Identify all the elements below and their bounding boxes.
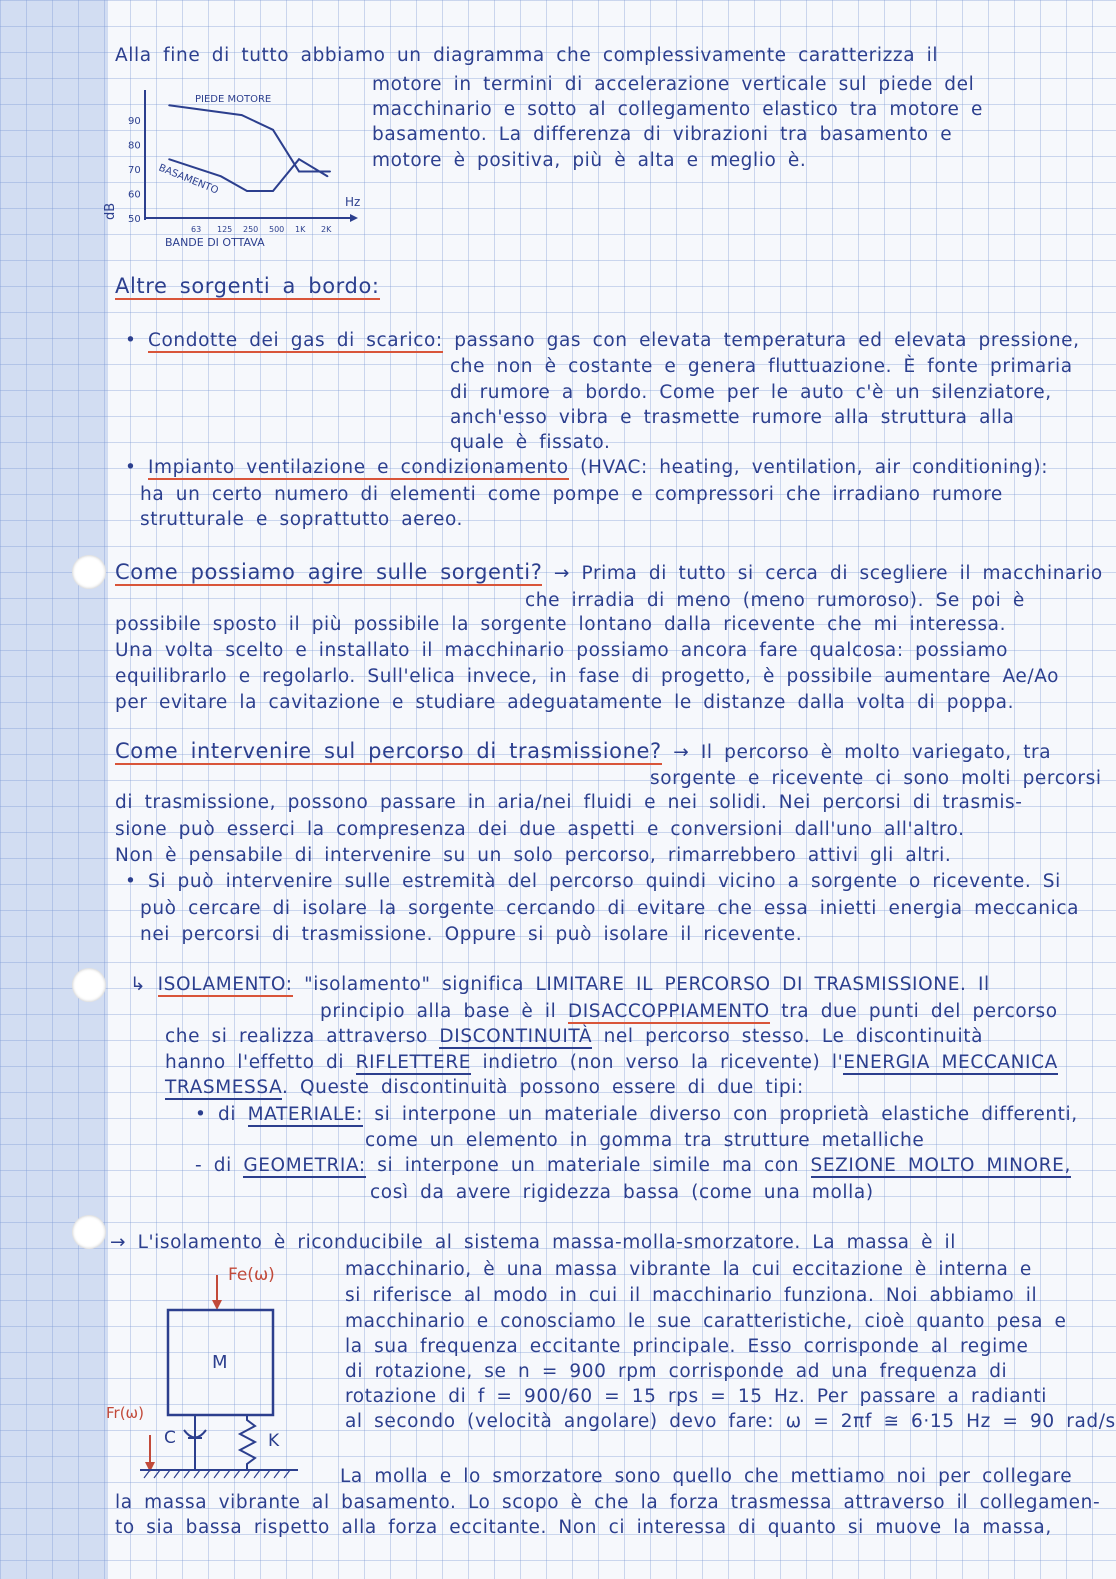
- text-segment: di rumore a bordo. Come per le auto c'è un silenziatore,: [450, 382, 1052, 403]
- text-segment: può cercare di isolare la sorgente cercando di evitare che essa inietti energia meccanica: [140, 898, 1080, 919]
- text-line: [650, 768, 1102, 790]
- text-segment: Una volta scelto e installato il macchinario possiamo ancora fare qualcosa: possiamo: [115, 640, 1009, 661]
- x-tick-label: 63: [191, 225, 202, 234]
- text-segment: • Si può intervenire sulle estremità del percorso quindi vicino a sorgente o ricevente. Si: [125, 871, 1061, 892]
- text-line: [365, 1130, 924, 1152]
- data-point: [329, 171, 331, 173]
- x-tick-label: 250: [243, 225, 259, 234]
- text-segment: che non è costante e genera fluttuazione. È fonte primaria: [450, 356, 1073, 377]
- data-point: [168, 158, 170, 160]
- axis-arrow-icon: [350, 214, 358, 222]
- text-segment: la massa vibrante al basamento. Lo scopo è che la forza trasmessa attraverso il collegamen-: [115, 1492, 1101, 1513]
- text-line: [115, 275, 380, 299]
- text-segment: hanno l'effetto di: [165, 1052, 356, 1073]
- text-segment: tra due punti del percorso: [769, 1001, 1058, 1022]
- underlined-text: ISOLAMENTO:: [157, 974, 293, 995]
- series-label: BASAMENTO: [156, 162, 220, 197]
- text-line: [195, 1104, 1078, 1126]
- underlined-text: MATERIALE:: [247, 1104, 363, 1125]
- text-line: [140, 898, 1079, 920]
- mass-label: M: [212, 1352, 228, 1373]
- text-line: [130, 974, 990, 996]
- damper-label: C: [164, 1428, 176, 1448]
- text-line: [165, 1052, 1058, 1074]
- data-point: [298, 171, 300, 173]
- text-line: [115, 666, 1059, 688]
- vibration-chart: [100, 70, 370, 255]
- text-line: [372, 124, 952, 146]
- mass-spring-damper-diagram: [100, 1240, 340, 1480]
- y-tick-label: 60: [128, 189, 141, 201]
- text-line: [450, 407, 1014, 429]
- text-segment: • di: [195, 1104, 248, 1125]
- spring-icon: [240, 1415, 255, 1470]
- underlined-text: Come intervenire sul percorso di trasmissione?: [115, 739, 662, 763]
- series-line: [169, 105, 330, 171]
- text-segment: → Prima di tutto si cerca di scegliere il macchinario: [542, 563, 1103, 584]
- text-line: [140, 484, 1003, 506]
- text-line: [140, 924, 802, 946]
- spring-label: K: [268, 1431, 280, 1451]
- text-segment: - di: [195, 1155, 244, 1176]
- text-line: [345, 1311, 1067, 1333]
- y-tick-label: 70: [128, 165, 141, 176]
- punch-hole: [72, 968, 106, 1002]
- text-segment: Alla fine di tutto abbiamo un diagramma che complessivamente caratterizza il: [115, 45, 939, 66]
- underlined-text: GEOMETRIA:: [243, 1155, 366, 1176]
- series-label: PIEDE MOTORE: [195, 94, 272, 105]
- text-segment: di trasmissione, possono passare in aria/nei fluidi e nei solidi. Nei percorsi di trasmis-: [115, 792, 1023, 813]
- text-segment: macchinario e conosciamo le sue caratteristiche, cioè quanto pesa e: [345, 1311, 1067, 1332]
- y-tick-label: 50: [128, 214, 141, 225]
- text-segment: . Queste discontinuità possono essere di due tipi:: [282, 1077, 804, 1098]
- text-line: [345, 1285, 1037, 1307]
- text-segment: sorgente e ricevente ci sono molti percorsi: [650, 768, 1102, 789]
- x-tick-label: 1K: [295, 225, 306, 234]
- text-segment: passano gas con elevata temperatura ed elevata pressione,: [442, 330, 1080, 351]
- text-segment: come un elemento in gomma tra strutture metalliche: [365, 1130, 925, 1151]
- y-tick-label: 80: [128, 140, 141, 152]
- text-segment: macchinario, è una massa vibrante la cui eccitazione è interna e: [345, 1259, 1032, 1280]
- text-line: [372, 74, 974, 96]
- force-transmitted-label: Fr(ω): [106, 1404, 144, 1422]
- text-segment: → L'isolamento è riconducibile al sistema massa-molla-smorzatore. La massa è il: [110, 1232, 957, 1253]
- text-segment: basamento. La differenza di vibrazioni tra basamento e: [372, 124, 953, 145]
- text-line: [115, 614, 1006, 636]
- data-point: [327, 176, 329, 178]
- arrow-head-icon: [212, 1300, 222, 1310]
- text-line: [115, 819, 965, 841]
- text-segment: (HVAC: heating, ventilation, air conditioning):: [568, 457, 1049, 478]
- text-segment: La molla e lo smorzatore sono quello che mettiamo noi per collegare: [340, 1466, 1073, 1487]
- text-line: [195, 1155, 1071, 1177]
- underlined-text: DISCONTINUITÀ: [439, 1026, 593, 1047]
- text-line: [372, 150, 806, 172]
- text-segment: •: [125, 330, 148, 351]
- text-line: [345, 1411, 1116, 1433]
- data-point: [246, 190, 248, 192]
- text-segment: motore in termini di accelerazione verticale sul piede del: [372, 74, 975, 95]
- text-line: [140, 509, 463, 531]
- text-segment: Non è pensabile di intervenire su un solo percorso, rimarrebbero attivi gli altri.: [115, 845, 952, 866]
- text-segment: si interpone un materiale diverso con proprietà elastiche differenti,: [362, 1104, 1078, 1125]
- text-line: [115, 692, 1014, 714]
- text-line: [450, 432, 610, 454]
- text-line: [125, 871, 1061, 893]
- underlined-text: Condotte dei gas di scarico:: [148, 330, 443, 351]
- text-segment: che si realizza attraverso: [165, 1026, 440, 1047]
- text-segment: ha un certo numero di elementi come pompe e compressori che irradiano rumore: [140, 484, 1003, 505]
- text-segment: possibile sposto il più possibile la sorgente lontano dalla ricevente che mi interessa.: [115, 614, 1007, 635]
- text-line: [165, 1077, 804, 1099]
- text-segment: la sua frequenza eccitante principale. Esso corrisponde al regime: [345, 1336, 1029, 1357]
- data-point: [298, 158, 300, 160]
- underlined-text: RIFLETTERE: [355, 1052, 472, 1073]
- text-line: [115, 45, 938, 67]
- page-margin: [0, 0, 108, 1579]
- text-segment: nei percorsi di trasmissione. Oppure si può isolare il ricevente.: [140, 924, 803, 945]
- underlined-text: ENERGIA MECCANICA: [843, 1052, 1058, 1073]
- text-segment: equilibrarlo e regolarlo. Sull'elica invece, in fase di progetto, è possibile aumentare Ae/Ao: [115, 666, 1060, 687]
- text-segment: così da avere rigidezza bassa (come una molla): [370, 1182, 874, 1203]
- text-line: [320, 1001, 1058, 1023]
- text-segment: si interpone un materiale simile ma con: [365, 1155, 811, 1176]
- text-segment: quale è fissato.: [450, 432, 611, 453]
- text-line: [450, 382, 1052, 404]
- text-line: [115, 792, 1023, 814]
- x-axis-label: BANDE DI OTTAVA: [165, 236, 265, 249]
- text-line: [115, 1517, 1052, 1539]
- force-excitation-label: Fe(ω): [228, 1265, 275, 1285]
- y-axis-label: dB: [103, 202, 118, 220]
- text-segment: nel percorso stesso. Le discontinuità: [592, 1026, 984, 1047]
- x-unit-label: Hz: [345, 195, 361, 209]
- text-segment: "isolamento" significa LIMITARE IL PERCORSO DI TRASMISSIONE. Il: [292, 974, 990, 995]
- text-line: [165, 1026, 983, 1048]
- underlined-text: SEZIONE MOLTO MINORE,: [810, 1155, 1071, 1176]
- data-point: [220, 176, 222, 178]
- underlined-text: TRASMESSA: [165, 1077, 283, 1098]
- text-line: [115, 561, 1103, 585]
- text-segment: si riferisce al modo in cui il macchinario funziona. Noi abbiamo il: [345, 1285, 1038, 1306]
- text-segment: al secondo (velocità angolare) devo fare: ω = 2πf ≅ 6·15 Hz = 90 rad/s: [345, 1411, 1116, 1432]
- y-tick-label: 90: [128, 116, 141, 127]
- x-tick-label: 125: [217, 225, 233, 234]
- text-segment: → Il percorso è molto variegato, tra: [661, 742, 1052, 763]
- x-tick-label: 2K: [321, 225, 332, 234]
- text-line: [125, 330, 1080, 352]
- text-segment: motore è positiva, più è alta e meglio è.: [372, 150, 807, 171]
- text-segment: di rotazione, se n = 900 rpm corrisponde ad una frequenza di: [345, 1361, 1008, 1382]
- punch-hole: [72, 555, 106, 589]
- text-segment: indietro (non verso la ricevente) l': [471, 1052, 844, 1073]
- text-line: [345, 1259, 1032, 1281]
- underlined-text: Altre sorgenti a bordo:: [115, 274, 380, 298]
- x-tick-label: 500: [269, 225, 285, 234]
- data-point: [241, 114, 243, 116]
- text-segment: rotazione di f = 900/60 = 15 rps = 15 Hz. Per passare a radianti: [345, 1386, 1048, 1407]
- text-line: [345, 1336, 1028, 1358]
- text-line: [370, 1182, 874, 1204]
- text-line: [345, 1361, 1007, 1383]
- text-segment: sione può esserci la compresenza dei due aspetti e conversioni dall'uno all'altro.: [115, 819, 965, 840]
- underlined-text: Come possiamo agire sulle sorgenti?: [115, 560, 543, 584]
- data-point: [168, 105, 170, 107]
- text-line: [125, 457, 1048, 479]
- text-line: [115, 740, 1051, 764]
- data-point: [272, 190, 274, 192]
- text-segment: anch'esso vibra e trasmette rumore alla struttura alla: [450, 407, 1015, 428]
- text-segment: principio alla base è il: [320, 1001, 568, 1022]
- text-segment: macchinario e sotto al collegamento elastico tra motore e: [372, 99, 983, 120]
- text-line: [525, 590, 1025, 612]
- text-line: [450, 356, 1073, 378]
- text-line: [340, 1466, 1072, 1488]
- text-line: [115, 1492, 1100, 1514]
- data-point: [272, 129, 274, 131]
- text-segment: per evitare la cavitazione e studiare adeguatamente le distanze dalla volta di poppa.: [115, 692, 1015, 713]
- underlined-text: Impianto ventilazione e condizionamento: [148, 457, 569, 478]
- ground-hatch: [144, 1470, 290, 1478]
- underlined-text: DISACCOPPIAMENTO: [567, 1001, 770, 1022]
- text-line: [115, 845, 951, 867]
- text-line: [345, 1386, 1047, 1408]
- text-line: [115, 640, 1008, 662]
- text-segment: •: [125, 457, 148, 478]
- text-line: [372, 99, 983, 121]
- text-segment: strutturale e soprattutto aereo.: [140, 509, 464, 530]
- text-segment: ↳: [130, 974, 158, 995]
- text-segment: che irradia di meno (meno rumoroso). Se poi è: [525, 590, 1025, 611]
- text-segment: to sia bassa rispetto alla forza eccitante. Non ci interessa di quanto si muove la massa,: [115, 1517, 1052, 1538]
